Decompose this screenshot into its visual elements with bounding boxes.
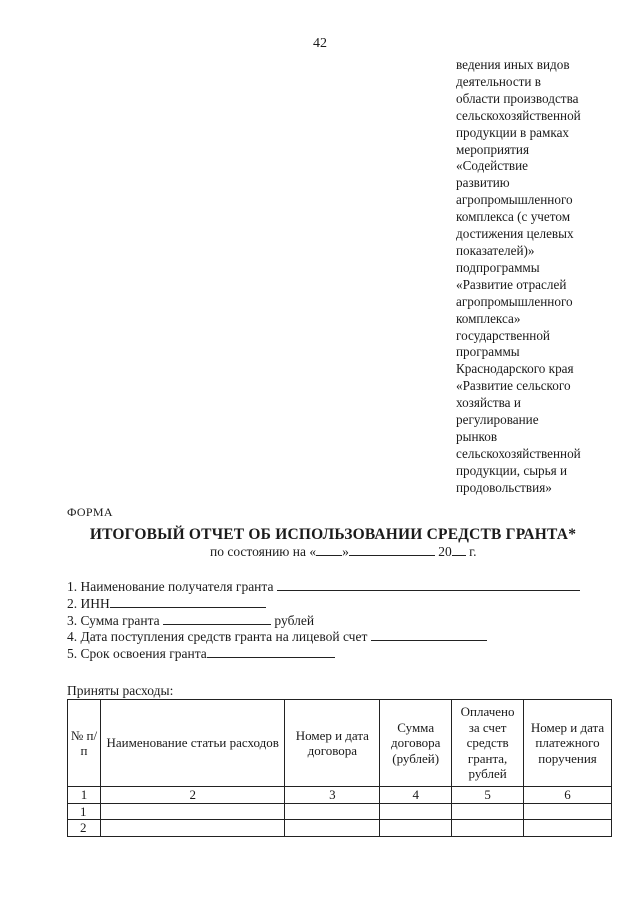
table-cell[interactable] <box>524 803 612 820</box>
period-field <box>67 646 580 663</box>
appendix-line: регулирование <box>456 412 539 428</box>
column-number: 2 <box>100 787 285 804</box>
col-header-item: Наименование статьи расходов <box>100 700 285 787</box>
appendix-line: программы <box>456 344 520 360</box>
appendix-line: «Развитие отраслей <box>456 276 567 292</box>
col-header-paid: Оплачено за счет средств гранта, рублей <box>452 700 524 787</box>
table-cell[interactable] <box>285 820 380 837</box>
receipt-date-blank[interactable] <box>371 629 487 641</box>
appendix-line: комплекса» <box>456 310 521 326</box>
table-cell[interactable] <box>380 820 452 837</box>
inn-blank[interactable] <box>110 596 266 608</box>
table-row <box>68 803 612 820</box>
appendix-line: подпрограммы <box>456 259 540 275</box>
col-header-contract-sum: Сумма договора (рублей) <box>380 700 452 787</box>
grant-fields <box>67 579 580 663</box>
year-blank[interactable] <box>452 544 466 556</box>
inn-label: 2. ИНН <box>67 595 110 611</box>
appendix-line: показателей)» <box>456 242 535 258</box>
appendix-line: сельскохозяйственной <box>456 107 581 123</box>
day-blank[interactable] <box>316 544 342 556</box>
appendix-line: ведения иных видов <box>456 57 570 72</box>
column-number: 3 <box>285 787 380 804</box>
appendix-line: государственной <box>456 327 550 343</box>
column-number: 1 <box>68 787 101 804</box>
amount-field <box>67 613 580 630</box>
receipt-date-field <box>67 629 580 646</box>
appendix-line: «Содействие <box>456 158 528 174</box>
appendix-line: хозяйства и <box>456 395 521 411</box>
inn-field <box>67 596 580 613</box>
appendix-line: достижения целевых <box>456 226 574 242</box>
period-blank[interactable] <box>207 646 335 658</box>
receipt-date-label: 4. Дата поступления средств гранта на лицевой счет <box>67 629 368 645</box>
col-header-contract: Номер и дата договора <box>285 700 380 787</box>
table-cell[interactable] <box>452 820 524 837</box>
amount-blank[interactable] <box>163 613 271 625</box>
amount-unit: рублей <box>274 612 315 628</box>
table-cell[interactable] <box>100 803 285 820</box>
appendix-line: мероприятия <box>456 141 530 157</box>
table-cell[interactable] <box>524 820 612 837</box>
expenses-table <box>67 699 612 837</box>
appendix-line: Краснодарского края <box>456 361 574 377</box>
appendix-line: продовольствия» <box>456 479 552 495</box>
appendix-line: сельскохозяйственной <box>456 445 581 461</box>
column-number: 6 <box>524 787 612 804</box>
appendix-line: области производства <box>456 90 579 106</box>
table-cell[interactable] <box>100 820 285 837</box>
period-label: 5. Срок освоения гранта <box>67 646 207 662</box>
appendix-line: агропромышленного <box>456 293 573 309</box>
appendix-line: развитию <box>456 175 510 191</box>
appendix-line: агропромышленного <box>456 192 573 208</box>
row-number: 1 <box>68 803 101 820</box>
column-number: 5 <box>452 787 524 804</box>
year-prefix: 20 <box>438 544 452 559</box>
table-cell[interactable] <box>380 803 452 820</box>
table-cell[interactable] <box>285 803 380 820</box>
appendix-line: комплекса (с учетом <box>456 209 571 225</box>
appendix-line: продукции в рамках <box>456 124 570 140</box>
appendix-line: деятельности в <box>456 73 542 89</box>
recipient-label: 1. Наименование получателя гранта <box>67 579 274 594</box>
column-number: 4 <box>380 787 452 804</box>
report-date-line <box>210 544 477 560</box>
column-number-row <box>68 787 612 804</box>
amount-label: 3. Сумма гранта <box>67 612 160 628</box>
recipient-field <box>67 579 580 596</box>
appendix-line: продукции, сырья и <box>456 462 568 478</box>
table-header-row <box>68 700 612 787</box>
year-suffix: г. <box>469 544 477 559</box>
date-prefix: по состоянию на « <box>210 544 317 559</box>
recipient-blank[interactable] <box>277 579 580 591</box>
month-blank[interactable] <box>349 544 435 556</box>
appendix-line: рынков <box>456 428 498 444</box>
table-cell[interactable] <box>452 803 524 820</box>
row-number: 2 <box>68 820 101 837</box>
table-row <box>68 820 612 837</box>
appendix-line: «Развитие сельского <box>456 378 571 394</box>
appendix-reference <box>456 57 626 497</box>
page-number: 42 <box>313 36 327 51</box>
report-title: ИТОГОВЫЙ ОТЧЕТ ОБ ИСПОЛЬЗОВАНИИ СРЕДСТВ ГРАНТА* <box>89 526 577 543</box>
col-header-payment-order: Номер и дата платежного поручения <box>524 700 612 787</box>
form-label: ФОРМА <box>67 505 113 519</box>
expenses-caption: Приняты расходы: <box>67 683 174 698</box>
col-header-number: № п/п <box>68 700 101 787</box>
date-middle: » <box>342 544 349 559</box>
